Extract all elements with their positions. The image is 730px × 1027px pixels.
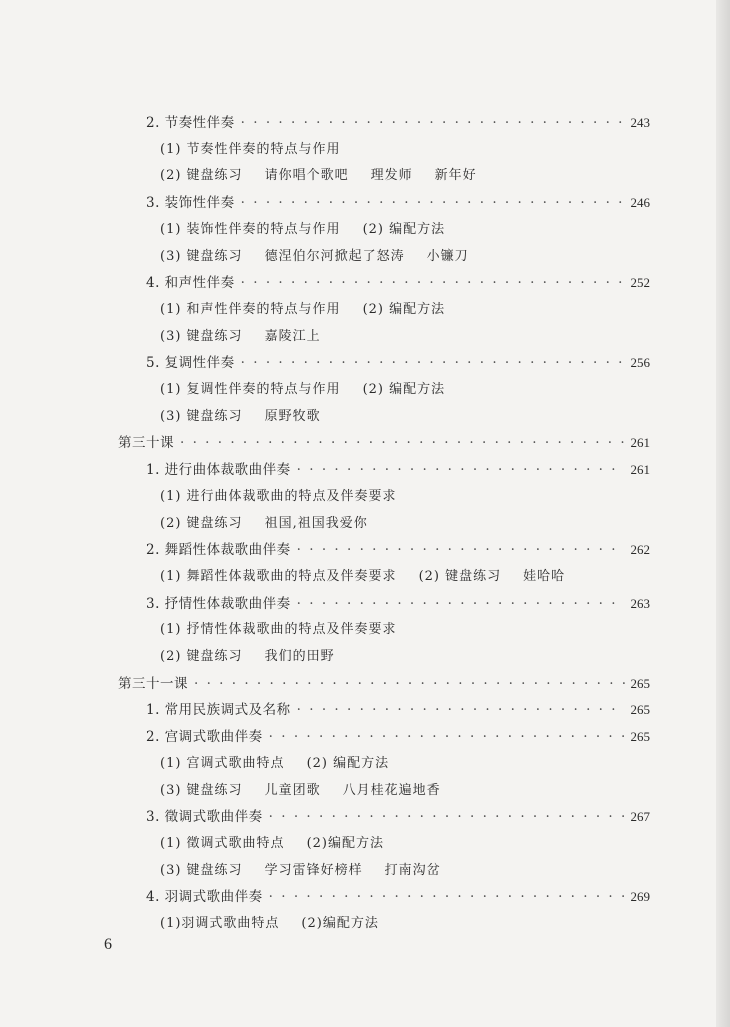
dot-leader bbox=[241, 195, 625, 211]
toc-subentry-text: 打南沟岔 bbox=[384, 862, 441, 878]
dot-leader bbox=[269, 729, 625, 745]
toc-subentry-text: 嘉陵江上 bbox=[264, 328, 321, 344]
toc-page-number: 267 bbox=[630, 809, 650, 825]
toc-subentry bbox=[160, 485, 397, 504]
toc-subentry-text: (1) 抒情性体裁歌曲的特点及伴奏要求 bbox=[160, 622, 397, 638]
toc-entry-title: 1. 常用民族调式及名称 bbox=[146, 702, 291, 719]
toc-page-number: 263 bbox=[630, 595, 650, 611]
toc-page-number: 265 bbox=[630, 729, 650, 745]
toc-subentry-text: (3) 键盘练习 bbox=[160, 328, 243, 344]
toc-subentry-text: (1) 宫调式歌曲特点 bbox=[160, 755, 285, 771]
toc-page-number: 246 bbox=[630, 195, 650, 211]
toc-entry-title: 4. 和声性伴奏 bbox=[146, 275, 235, 292]
toc-entry bbox=[146, 885, 650, 905]
toc-subentry-text: (2) 编配方法 bbox=[362, 382, 446, 397]
toc-entry-title: 3. 抒情性体裁歌曲伴奏 bbox=[146, 595, 291, 612]
toc-entry bbox=[146, 592, 650, 612]
toc-subentry-text: (2) 编配方法 bbox=[362, 301, 446, 317]
dot-leader bbox=[297, 596, 625, 612]
toc-entry bbox=[146, 538, 650, 558]
toc-subentry-text: (1) 装饰性伴奏的特点与作用 bbox=[160, 221, 341, 237]
toc-entry bbox=[146, 271, 650, 291]
toc-subentry-text: (1) 徵调式歌曲特点 bbox=[160, 835, 285, 851]
toc-entry-title: 2. 节奏性伴奏 bbox=[146, 115, 235, 131]
toc-subentry bbox=[160, 565, 565, 584]
toc-entry-title: 3. 装饰性伴奏 bbox=[146, 195, 235, 212]
toc-subentry-text: 祖国,祖国我爱你 bbox=[264, 515, 368, 531]
dot-leader bbox=[180, 435, 625, 451]
toc-subentry-text: (2) 键盘练习 bbox=[160, 168, 243, 184]
toc-subentry-text: (1)羽调式歌曲特点 bbox=[160, 916, 280, 931]
toc-lesson bbox=[118, 672, 650, 692]
toc-subentry-text: (3) 键盘练习 bbox=[160, 248, 243, 264]
toc-subentry bbox=[160, 618, 397, 637]
toc-subentry bbox=[160, 245, 469, 264]
toc-subentry-text: (3) 键盘练习 bbox=[160, 862, 243, 878]
toc-entry-title: 第三十课 bbox=[118, 435, 174, 452]
toc-subentry bbox=[160, 832, 384, 851]
toc-subentry-text: 学习雷锋好榜样 bbox=[264, 862, 363, 878]
dot-leader bbox=[241, 115, 625, 131]
toc-subentry-text: (1) 节奏性伴奏的特点与作用 bbox=[160, 141, 341, 157]
toc-subentry-text: 八月桂花遍地香 bbox=[342, 782, 441, 798]
toc-entry-title: 5. 复调性伴奏 bbox=[146, 355, 235, 372]
toc-page-number: 262 bbox=[630, 542, 650, 558]
toc-page-number: 256 bbox=[630, 355, 650, 371]
page-number: 6 bbox=[104, 936, 112, 953]
toc-subentry-text: (2)编配方法 bbox=[306, 835, 384, 851]
toc-page-number: 265 bbox=[630, 702, 650, 718]
toc-subentry bbox=[160, 752, 389, 771]
toc-subentry bbox=[160, 779, 441, 798]
toc-subentry-text: (1) 和声性伴奏的特点与作用 bbox=[160, 301, 341, 317]
toc-subentry-text: (2) 编配方法 bbox=[306, 755, 390, 771]
toc-subentry-text: 儿童团歌 bbox=[264, 782, 321, 798]
toc-subentry bbox=[160, 912, 379, 931]
toc-subentry-text: (2) 键盘练习 bbox=[160, 649, 243, 664]
toc-subentry-text: 我们的田野 bbox=[264, 649, 335, 664]
toc-entry bbox=[146, 111, 650, 131]
dot-leader bbox=[194, 676, 625, 692]
dot-leader bbox=[241, 275, 625, 291]
dot-leader bbox=[241, 355, 625, 371]
toc-subentry-text: (2) 键盘练习 bbox=[160, 515, 243, 531]
toc-subentry bbox=[160, 138, 341, 157]
toc-subentry-text: 请你唱个歌吧 bbox=[264, 168, 349, 184]
toc-subentry bbox=[160, 378, 445, 397]
toc-page-number: 252 bbox=[630, 275, 650, 291]
toc-subentry-text: (1) 复调性伴奏的特点与作用 bbox=[160, 382, 341, 397]
toc-page-number: 243 bbox=[630, 115, 650, 130]
toc-subentry-text: (3) 键盘练习 bbox=[160, 408, 243, 424]
toc-entry-title: 2. 舞蹈性体裁歌曲伴奏 bbox=[146, 542, 291, 559]
toc-subentry bbox=[160, 512, 368, 531]
dot-leader bbox=[297, 462, 625, 478]
toc-entry bbox=[146, 458, 650, 478]
toc-subentry-text: (1) 舞蹈性体裁歌曲的特点及伴奏要求 bbox=[160, 568, 397, 584]
toc-subentry-text: (3) 键盘练习 bbox=[160, 782, 243, 798]
toc-subentry bbox=[160, 325, 321, 344]
page-edge bbox=[716, 0, 730, 1027]
toc-entry bbox=[146, 191, 650, 211]
toc-subentry-text: 德涅伯尔河掀起了怒涛 bbox=[264, 248, 405, 264]
toc-page-number: 265 bbox=[630, 675, 650, 691]
toc-subentry bbox=[160, 405, 321, 424]
toc-subentry bbox=[160, 298, 445, 317]
toc-entry-title: 2. 宫调式歌曲伴奏 bbox=[146, 729, 263, 746]
dot-leader bbox=[269, 809, 625, 825]
toc-entry bbox=[146, 805, 650, 825]
toc-entry bbox=[146, 698, 650, 718]
dot-leader bbox=[297, 542, 625, 558]
toc-lesson bbox=[118, 431, 650, 451]
toc-subentry bbox=[160, 645, 335, 664]
toc-subentry-text: (1) 进行曲体裁歌曲的特点及伴奏要求 bbox=[160, 488, 397, 504]
toc-entry-title: 1. 进行曲体裁歌曲伴奏 bbox=[146, 462, 291, 479]
toc-subentry bbox=[160, 218, 445, 237]
toc-page-number: 269 bbox=[630, 889, 650, 905]
toc-subentry bbox=[160, 859, 441, 878]
toc-subentry-text: 小镰刀 bbox=[426, 248, 469, 264]
toc-subentry-text: (2)编配方法 bbox=[301, 916, 379, 931]
toc-entry bbox=[146, 351, 650, 371]
toc-subentry-text: 新年好 bbox=[434, 168, 477, 184]
toc-subentry-text: 原野牧歌 bbox=[264, 408, 321, 424]
toc-entry-title: 4. 羽调式歌曲伴奏 bbox=[146, 889, 263, 906]
toc-page-number: 261 bbox=[630, 462, 650, 478]
toc-subentry bbox=[160, 164, 477, 183]
dot-leader bbox=[269, 889, 625, 905]
dot-leader bbox=[297, 702, 625, 718]
toc-subentry-text: 娃哈哈 bbox=[523, 568, 566, 584]
toc-subentry-text: 理发师 bbox=[370, 168, 413, 184]
toc-subentry-text: (2) 键盘练习 bbox=[418, 568, 502, 584]
toc-entry-title: 第三十一课 bbox=[118, 675, 188, 692]
toc-page-number: 261 bbox=[630, 435, 650, 451]
toc-subentry-text: (2) 编配方法 bbox=[362, 221, 446, 237]
toc-entry bbox=[146, 725, 650, 745]
toc-entry-title: 3. 徵调式歌曲伴奏 bbox=[146, 809, 263, 826]
